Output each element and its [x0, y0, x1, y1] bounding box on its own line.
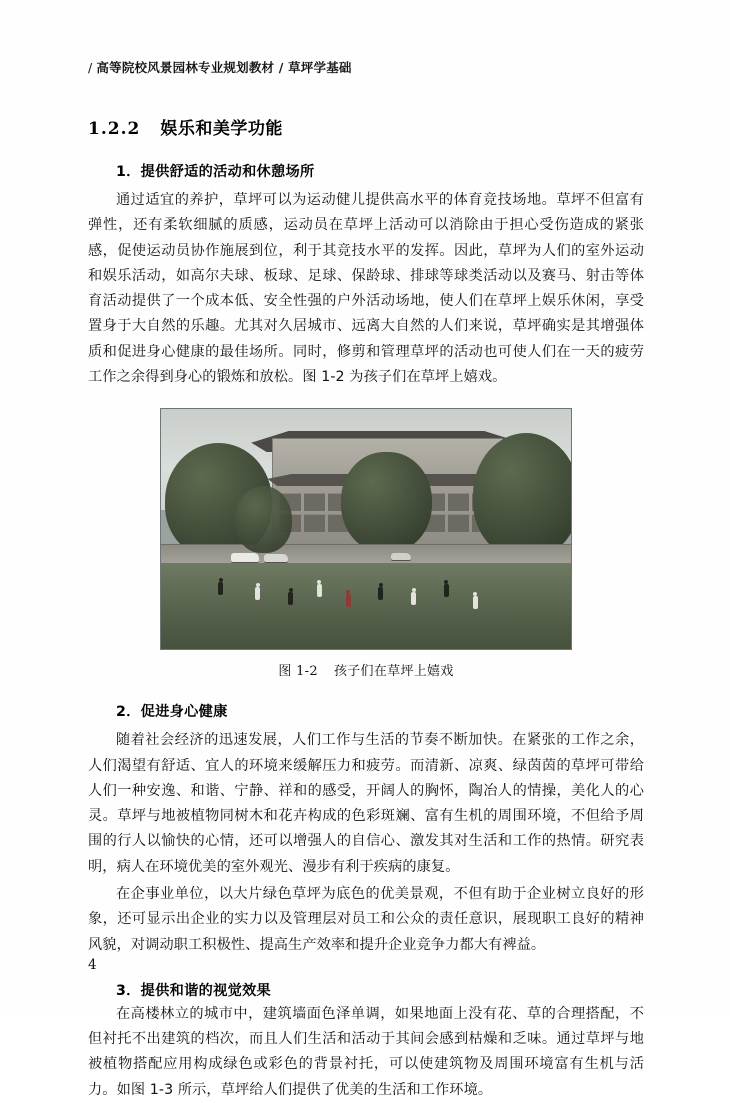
section-title-text: 娱乐和美学功能 — [160, 119, 283, 139]
photo-lawn — [161, 563, 571, 649]
photo-child — [378, 587, 383, 600]
photo-child — [218, 582, 223, 595]
paragraph-3-1: 在高楼林立的城市中，建筑墙面色泽单调，如果地面上没有花、草的合理搭配，不但衬托不出建筑的档次，而且人们生活和活动于其间会感到枯燥和乏味。通过草坪与地被植物搭配应用构成绿色或彩色的背景衬托，可以使建筑物及周围环境富有生机与活力。如图 1-3 所示，草坪给人们提供了优美的生活和工作环境。 — [88, 1005, 644, 1098]
photo-wall — [161, 544, 571, 565]
photo-child — [317, 584, 322, 597]
photo-car — [231, 553, 260, 562]
photo-child — [255, 587, 260, 600]
figure-label: 图 1-2 — [278, 664, 318, 680]
photo-child — [346, 594, 351, 607]
page-number: 4 — [88, 957, 97, 973]
page-content — [88, 58, 644, 1103]
subheading-1: 1．提供舒适的活动和休憩场所 — [116, 164, 315, 180]
paragraph-2-2: 在企事业单位，以大片绿色草坪为底色的优美景观，不但有助于企业树立良好的形象，还可显示出企业的实力以及管理层对员工和公众的责任意识，展现职工良好的精神风貌，对调动职工积极性、提高生产效率和提升企业竞争力都大有裨益。 — [88, 885, 644, 953]
figure-image — [160, 408, 572, 650]
paragraph-2-1: 随着社会经济的迅速发展，人们工作与生活的节奏不断加快。在紧张的工作之余，人们渴望有舒适、宜人的环境来缓解压力和疲劳。而清新、凉爽、绿茵茵的草坪可带给人们一种安逸、和谐、宁静、祥和的感受，开阔人的胸怀，陶冶人的情操，美化人的心灵。草坪与地被植物同树木和花卉构成的色彩斑斓、富有生机的周围环境，不但给予周围的行人以愉快的心情，还可以增强人的自信心、激发其对生活和工作的热情。研究表明，病人在环境优美的室外观光、漫步有利于疾病的康复。 — [88, 732, 644, 875]
subheading-3: 3．提供和谐的视觉效果 — [116, 982, 272, 999]
running-head — [88, 58, 644, 76]
paragraph-1-1: 通过适宜的养护，草坪可以为运动健儿提供高水平的体育竞技场地。草坪不但富有弹性，还有柔软细腻的质感，运动员在草坪上活动可以消除由于担心受伤造成的紧张感，促使运动员协作施展到位，利于其竞技水平的发挥。因此，草坪为人们的室外运动和娱乐活动，如高尔夫球、板球、足球、保龄球、排球等球类活动以及赛马、射击等体育活动提供了一个成本低、安全性强的户外活动场地，使人们在草坪上娱乐休闲，享受置身于大自然的乐趣。尤其对久居城市、远离大自然的人们来说，草坪确实是其增强体质和促进身心健康的最佳场所。同时，修剪和管理草坪的活动也可使人们在一天的疲劳工作之余得到身心的锻炼和放松。图 1-2 为孩子们在草坪上嬉戏。 — [88, 192, 644, 385]
photo-child — [411, 592, 416, 605]
figure-caption — [278, 660, 453, 679]
running-head-slash: / — [88, 60, 93, 75]
figure-caption-text: 孩子们在草坪上嬉戏 — [333, 664, 454, 680]
photo-car — [264, 554, 289, 562]
running-head-text: 高等院校风景园林专业规划教材 / 草坪学基础 — [96, 60, 352, 75]
photo-tree — [235, 486, 292, 553]
photo-tree — [473, 433, 572, 558]
photo-child — [473, 596, 478, 609]
photo-car — [391, 553, 412, 560]
section-number: 1.2.2 — [88, 119, 141, 139]
photo-child — [444, 584, 449, 597]
subheading-2: 2．促进身心健康 — [116, 704, 228, 721]
photo-child — [288, 592, 293, 605]
photo-tree — [341, 452, 431, 553]
section-heading — [88, 114, 644, 139]
figure-1-2 — [88, 408, 644, 679]
